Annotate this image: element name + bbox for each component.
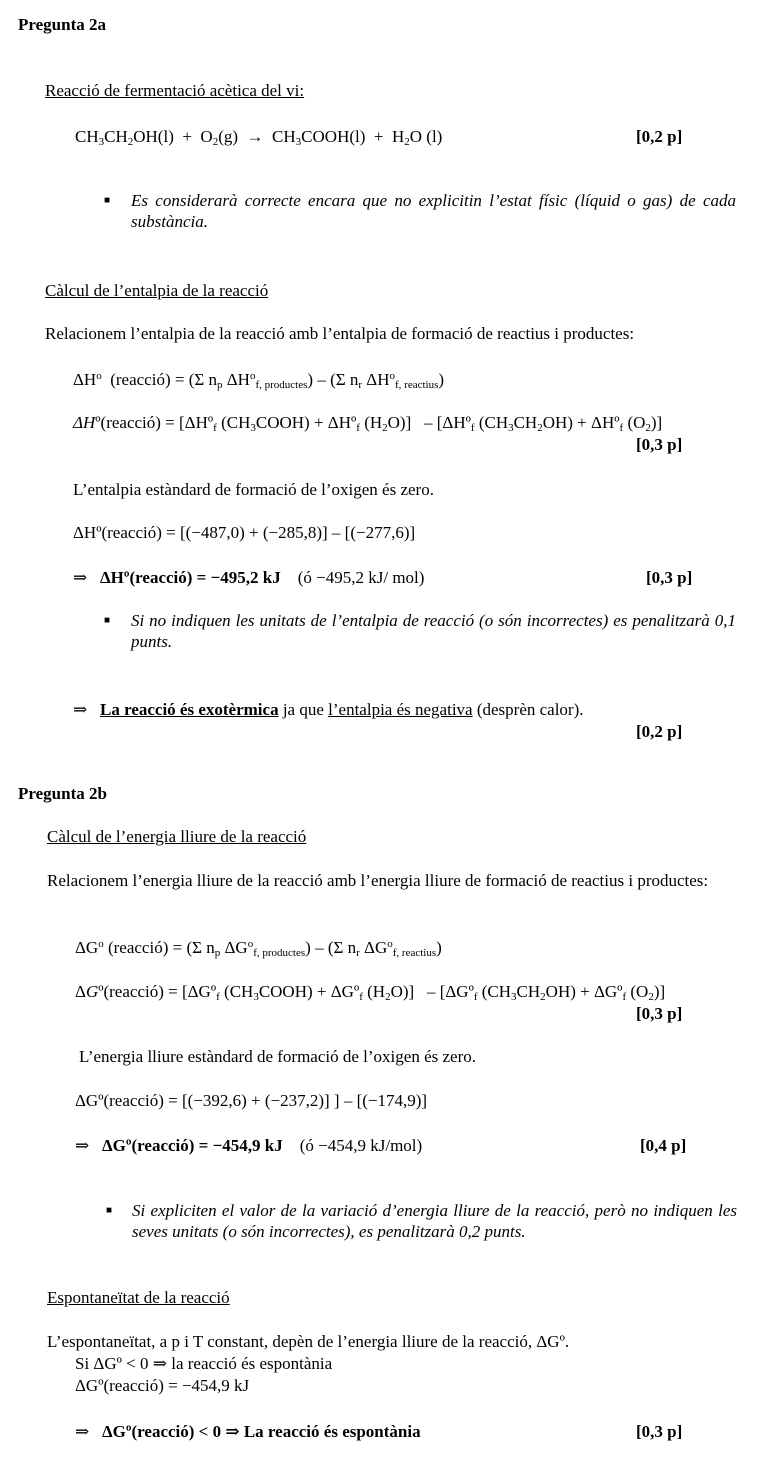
exothermic-points: [0,2 p] xyxy=(636,722,683,741)
free-energy-formula-points: [0,3 p] xyxy=(636,1004,683,1023)
spontaneity-conclusion-text: ΔGº(reacció) < 0 ⇒ La reacció és espontània xyxy=(102,1422,421,1441)
free-energy-calculation: ΔGº(reacció) = [(−392,6) + (−237,2)] ] – [(−174,9)] xyxy=(75,1091,428,1110)
enthalpy-result-value: ΔHº(reacció) = −495,2 kJ xyxy=(100,568,281,587)
enthalpy-heading: Càlcul de l’entalpia de la reacció xyxy=(45,281,269,300)
reaction-heading: Reacció de fermentació acètica del vi: xyxy=(45,81,305,100)
exothermic-underline: l’entalpia és negativa xyxy=(328,700,473,719)
free-energy-relation-text: Relacionem l’energia lliure de la reacció amb l’energia lliure de formació de reactius i productes: xyxy=(47,871,709,890)
implies-icon: ⇒ xyxy=(75,1422,90,1441)
enthalpy-relation-text: Relacionem l’entalpia de la reacció amb l’entalpia de formació de reactius i productes: xyxy=(45,324,635,343)
spontaneity-points: [0,3 p] xyxy=(636,1422,683,1441)
exothermic-mid: ja que xyxy=(278,700,329,719)
free-energy-formula-expanded: ΔGº(reacció) = [ΔGº$_f$ $(CH_3COOH)$ + ΔGº$_f$ $(H_2O)$] – [ΔGº$_f$ $(CH_3CH_2OH)$ + ΔGº$_f$ $(O_2)$] xyxy=(75,982,666,1003)
implies-icon: ⇒ xyxy=(75,1136,90,1155)
formula-points: [0,3 p] xyxy=(636,435,683,454)
implies-icon: ⇒ xyxy=(73,568,88,587)
oxygen-free-energy-text: L’energia lliure estàndard de formació de l’oxigen és zero. xyxy=(79,1047,476,1066)
reaction-equation: $CH_3CH_2OH(l) + O_2(g)$ → $CH_3COOH(l) + H_2O$ (l) xyxy=(75,127,443,148)
bullet-icon: ■ xyxy=(106,1205,113,1216)
spontaneity-conclusion xyxy=(75,1421,421,1442)
question-2b-title: Pregunta 2b xyxy=(18,784,107,803)
enthalpy-formula: $\Delta H^o$ (reacció) = (Σ $n_p$ $\Delta H^o_{f, productes}) - (\Sigma$ $n_r$ $\Delta H^o_{f, reactius}$) xyxy=(73,370,445,391)
exothermic-statement xyxy=(73,699,584,720)
exothermic-end: (desprèn calor). xyxy=(472,700,584,719)
free-energy-formula: $\Delta G^o$ (reacció) = (Σ $n_p$ $\Delta G^o_{f, productes}) - (\Sigma$ $n_r$ $\Delta G^o_{f, reactius}$) xyxy=(75,938,442,959)
spontaneity-heading: Espontaneïtat de la reacció xyxy=(47,1288,230,1307)
spontaneity-condition: Si ΔGº < 0 ⇒ la reacció és espontània xyxy=(75,1354,333,1373)
free-energy-result-value: ΔGº(reacció) = −454,9 kJ xyxy=(102,1136,283,1155)
equation-points: [0,2 p] xyxy=(636,127,683,146)
implies-icon: ⇒ xyxy=(73,700,88,719)
enthalpy-result-alt: (ó −495,2 kJ/ mol) xyxy=(297,568,425,587)
enthalpy-result-points: [0,3 p] xyxy=(646,568,693,587)
note-free-energy-units: Si expliciten el valor de la variació d’energia lliure de la reacció, però no indiquen les seves unitats (o són incorrectes), es penalitzarà 0,2 punts. xyxy=(132,1201,737,1242)
exothermic-bold: La reacció és exotèrmica xyxy=(100,700,279,719)
note-enthalpy-units: Si no indiquen les unitats de l’entalpia de reacció (o són incorrectes) es penalitzarà 0,1 punts. xyxy=(131,611,736,652)
enthalpy-calculation: ΔHº(reacció) = [(−487,0) + (−285,8)] – [(−277,6)] xyxy=(73,523,416,542)
oxygen-enthalpy-text: L’entalpia estàndard de formació de l’oxigen és zero. xyxy=(73,480,434,499)
spontaneity-value: ΔGº(reacció) = −454,9 kJ xyxy=(75,1376,250,1395)
enthalpy-result xyxy=(73,567,424,588)
free-energy-heading: Càlcul de l’energia lliure de la reacció xyxy=(47,827,307,846)
spontaneity-text: L’espontaneïtat, a p i T constant, depèn de l’energia lliure de la reacció, ΔGº. xyxy=(47,1332,570,1351)
enthalpy-formula-expanded: ΔHº(reacció) = [ΔHº$_f$ $(CH_3COOH)$ + ΔHº$_f$ $(H_2O)$] – [ΔHº$_f$ $(CH_3CH_2OH)$ + ΔHº$_f$ $(O_2)$] xyxy=(73,413,663,434)
bullet-icon: ■ xyxy=(104,195,111,206)
question-2a-title: Pregunta 2a xyxy=(18,15,106,34)
free-energy-result xyxy=(75,1135,422,1156)
free-energy-result-points: [0,4 p] xyxy=(640,1136,687,1155)
bullet-icon: ■ xyxy=(104,615,111,626)
note-physical-state: Es considerarà correcte encara que no explicitin l’estat físic (líquid o gas) de cada substància. xyxy=(131,191,736,232)
free-energy-result-alt: (ó −454,9 kJ/mol) xyxy=(299,1136,423,1155)
